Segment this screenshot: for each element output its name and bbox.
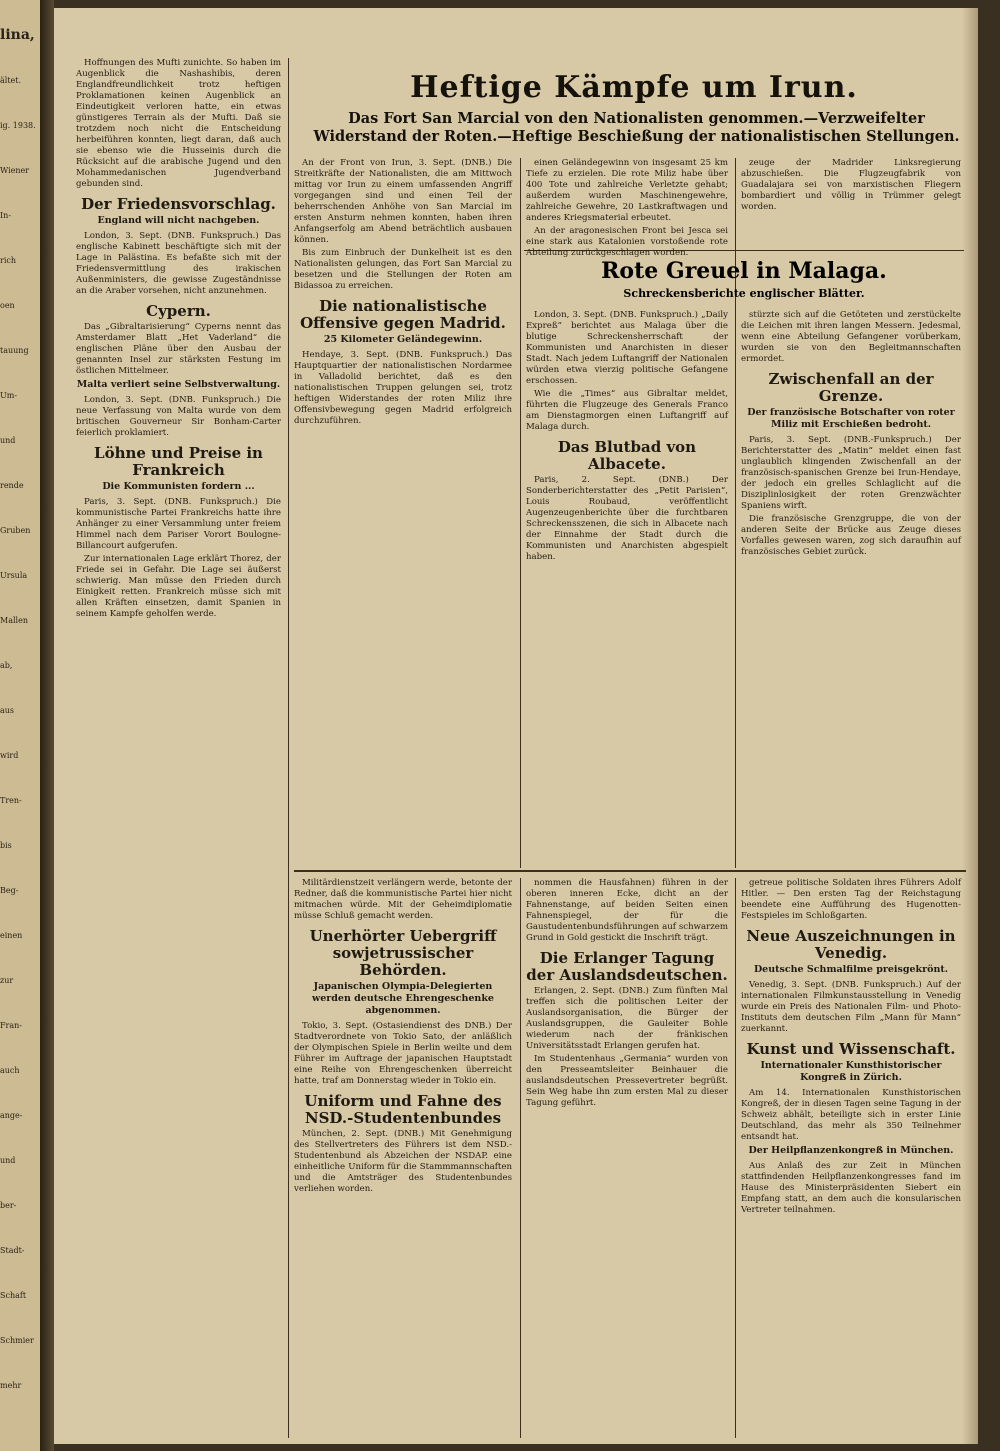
article-paragraph: Erlangen, 2. Sept. (DNB.) Zum fünften Mal treffen sich die politischen Leiter der Auslandsorganisation, die Bürger der Auslandsgruppen, die Gauleiter Bohle wiederum nach der fränkischen Universitätsstadt Erlangen gerufen hat. [526,986,728,1051]
margin-fragment: rich [0,256,17,265]
margin-fragment: lina, [0,27,35,43]
article-paragraph: An der Front von Irun, 3. Sept. (DNB.) Die Streitkräfte der Nationalisten, die am Mittwoch mittag vor Irun zu einem umfassenden Angriff vorgegangen sind und einen Teil der beherrschenden Anhöhe von San Marcial im ersten Ansturm nehmen konnten, haben ihren Anfangserfolg am Abend beträchtlich ausbauen können. [294,158,512,245]
main-headline: Heftige Kämpfe um Irun. [410,70,858,105]
article-paragraph: getreue politische Soldaten ihres Führers Adolf Hitler. — Den ersten Tag der Reichstagung beendete eine Aufführung des Hugenotten-Festspieles im Schloßgarten. [741,878,961,921]
article-headline: Der Friedensvorschlag. [81,195,276,213]
article-paragraph: Bis zum Einbruch der Dunkelheit ist es den Nationalisten gelungen, das Fort San Marcial zu besetzen und die Stellungen der Roten am Bidassoa zu erreichen. [294,248,512,291]
column-3-top [526,158,728,258]
margin-fragment: ig. 1938. [0,121,36,130]
article-headline: Cypern. [146,302,211,320]
malaga-subheadline: Schreckensberichte englischer Blätter. [623,287,865,300]
article-paragraph: Die französische Grenzgruppe, die von der anderen Seite der Brücke aus Zeuge dieses Vorfalles gewesen waren, zog sich daraufhin auf französisches Gebiet zurück. [741,514,961,557]
margin-fragment: tauung [0,346,29,355]
column-rule-5 [735,878,736,1438]
margin-fragment: In- [0,211,12,220]
malaga-headline: Rote Greuel in Malaga. [601,258,887,284]
article-paragraph: nommen die Hausfahnen) führen in der oberen inneren Ecke, dicht an der Fahnenstange, auf beiden Seiten einen Fahnenspiegel, der für die Gaustudentenbundsführungen auf schwarzem Grund in Gold gestickt die Inschrift trägt. [526,878,728,943]
column-rule-2 [520,158,521,868]
article-headline: Kunst und Wissenschaft. [746,1040,956,1058]
article-subheadline: 25 Kilometer Geländegewinn. [323,334,483,345]
article-paragraph: Militärdienstzeit verlängern werde, betonte der Redner, daß die kommunistische Partei hier nicht mitmachen würde. Mit der Geheimdiplomatie müsse Schluß gemacht werden. [294,878,512,921]
column-4-bottom [741,878,961,1438]
article-paragraph: Das „Gibraltarisierung“ Cyperns nennt das Amsterdamer Blatt „Het Vaderland“ die englischen Pläne über den Ausbau der genannten Insel zur stärksten Festung im östlichen Mittelmeer. [76,322,281,376]
column-4-top [741,158,961,246]
article-headline: Zwischenfall an der Grenze. [768,370,934,405]
column-4-malaga [741,310,961,863]
newspaper-page [54,8,978,1444]
margin-fragment: Fran- [0,1021,22,1030]
margin-fragment: aus [0,706,15,715]
margin-fragment: ab, [0,661,13,670]
article-headline: Die Erlanger Tagung der Auslandsdeutschen. [526,949,728,984]
article-subheadline: Deutsche Schmalfilme preisgekrönt. [753,964,949,975]
margin-fragment: einen [0,931,23,940]
left-margin-fragments [0,0,40,1391]
margin-fragment: Stadt- [0,1246,25,1255]
article-headline: Neue Auszeichnungen in Venedig. [746,927,956,962]
article-subheadline: Japanischen Olympia-Delegierten werden deutsche Ehrengeschenke abgenommen. [312,981,494,1016]
margin-fragment: Mallen [0,616,28,625]
article-paragraph: Paris, 2. Sept. (DNB.) Der Sonderberichterstatter des „Petit Parisien“, Louis Roubaud, veröffentlicht Augenzeugenberichte über die furchtbaren Schreckensszenen, die sich in Albacete nach der Einnahme der Stadt durch die Kommunisten und Anarchisten abgespielt haben. [526,475,728,562]
article-subheadline: England will nicht nachgeben. [97,215,260,226]
margin-fragment: ältet. [0,76,22,85]
margin-fragment: auch [0,1066,20,1075]
article-subheadline: Internationaler Kunsthistorischer Kongreß in Zürich. [760,1060,942,1083]
article-paragraph: stürzte sich auf die Getöteten und zerstückelte die Leichen mit ihren langen Messern. Jedesmal, wenn eine Abteilung Gefangener vorüberkam, wurden sie von den Begleitmannschaften ermordet. [741,310,961,364]
article-paragraph: Hendaye, 3. Sept. (DNB. Funkspruch.) Das Hauptquartier der nationalistischen Nordarmee in Valladolid berichtet, daß es den nationalistischen Truppen gelungen sei, trotz heftigen Widerstandes der roten Miliz ihre Offensivbewegung gegen Madrid erfolgreich durchzuführen. [294,350,512,426]
margin-fragment: Ursula [0,571,28,580]
article-paragraph: London, 3. Sept. (DNB. Funkspruch.) „Daily Expreß“ berichtet aus Malaga über die blutige Schreckensherrschaft der Kommunisten und Anarchisten in dieser Stadt. Nach jedem Luftangriff der Nationalen würden etwa vierzig politische Gefangene erschossen. [526,310,728,386]
margin-fragment: rende [0,481,24,490]
article-paragraph: Venedig, 3. Sept. (DNB. Funkspruch.) Auf der internationalen Filmkunstausstellung in Venedig wurde ein Preis des Nationalen Film- und Photo-Instituts dem deutschen Film „Mann für Mann“ zuerkannt. [741,980,961,1034]
article-headline: Die nationalistische Offensive gegen Madrid. [300,297,506,332]
margin-fragment: Beg- [0,886,19,895]
article-paragraph: Am 14. Internationalen Kunsthistorischen Kongreß, der in diesen Tagen seine Tagung in der Schweiz abhält, beteiligte sich in erster Linie Deutschland, das mehr als 350 Teilnehmer entsandt hat. [741,1088,961,1142]
column-3-malaga [526,310,728,863]
article-paragraph: einen Geländegewinn von insgesamt 25 km Tiefe zu erzielen. Die rote Miliz habe über 400 Tote und zahlreiche Verletzte gehabt; außerdem wurden Maschinengewehre, zahlreiche Gewehre, 20 Lastkraftwagen und anderes Kriegsmaterial erbeutet. [526,158,728,223]
article-subheadline: Malta verliert seine Selbstverwaltung. [76,379,281,390]
article-paragraph: zeuge der Madrider Linksregierung abzuschießen. Die Flugzeugfabrik von Guadalajara sei von marxistischen Fliegern bombardiert und völlig in Trümmer gelegt worden. [741,158,961,212]
article-paragraph: München, 2. Sept. (DNB.) Mit Genehmigung des Stellvertreters des Führers ist dem NSD.-Studentenbund als Abzeichen der NSDAP. eine einheitliche Uniform für die Stammmannschaften und die Amtsträger des Studentenbundes verliehen worden. [294,1129,512,1194]
article-subheadline: Der Heilpflanzenkongreß in München. [748,1145,954,1156]
article-paragraph: An der aragonesischen Front bei Jesca sei eine stark aus Katalonien vorstoßende rote Abteilung zurückgeschlagen worden. [526,226,728,258]
article-headline: Das Blutbad von Albacete. [557,438,697,473]
column-rule-4 [520,878,521,1438]
margin-fragment: und [0,1156,16,1165]
article-paragraph: Wie die „Times“ aus Gibraltar meldet, führten die Flugzeuge des Generals Franco am Dienstagmorgen einen Luftangriff auf Malaga durch. [526,389,728,432]
margin-fragment: wird [0,751,19,760]
column-1 [76,58,281,1438]
article-paragraph: Paris, 3. Sept. (DNB. Funkspruch.) Die kommunistische Partei Frankreichs hatte ihre Anhänger zu einer Versammlung unter freiem Himmel nach dem Pariser Vorort Boulogne-Billancourt aufgerufen. [76,497,281,551]
article-paragraph: London, 3. Sept. (DNB. Funkspruch.) Das englische Kabinett beschäftigte sich mit der Lage in Palästina. Es befaßte sich mit der Friedensvermittlung des irakischen Außenministers, die gewisse Zugeständnisse an die Araber vorsehen, nicht anzunehmen. [76,231,281,296]
margin-fragment: und [0,436,16,445]
margin-fragment: zur [0,976,14,985]
article-paragraph: Hoffnungen des Mufti zunichte. So haben im Augenblick die Nashashibis, deren Englandfreundlichkeit trotz heftigen Proklamationen keinen Augenblick an Eindeutigkeit verloren hatte, ein etwas günstigeres Terrain als der Mufti. Daß sie trotzdem noch nicht die Entscheidung herbeiführen konnten, liegt daran, daß auch sie ebenso wie die Husseinis durch die Rücksicht auf die arabische Jugend und den Mohammedanischen Jugendverband gebunden sind. [76,58,281,189]
book-gutter [40,0,54,1451]
article-paragraph: Zur internationalen Lage erklärt Thorez, der Friede sei in Gefahr. Die Lage sei äußerst schwierig. Man müsse den Frieden durch Einigkeit retten. Frankreich müsse sich mit allen Kräften einsetzen, damit Spanien in seinem Kampfe geholfen werde. [76,554,281,619]
article-paragraph: Aus Anlaß des zur Zeit in München stattfindenden Heilpflanzenkongresses fand im Hause des Ministerpräsidenten Siebert ein Empfang statt, an dem auch die konsularischen Vertreter teilnahmen. [741,1161,961,1215]
margin-fragment: bis [0,841,12,850]
margin-fragment: Schmier [0,1336,34,1345]
main-subheadline: Das Fort San Marcial von den Nationalisten genommen.—Verzweifelter Widerstand der Roten.—Heftige Beschießung der nationalistischen Stellungen. [313,110,960,145]
margin-fragment: ange- [0,1111,23,1120]
margin-fragment: Gruben [0,526,31,535]
margin-fragment: oen [0,301,15,310]
article-headline: Unerhörter Uebergriff sowjetrussischer Behörden. [309,927,497,979]
margin-fragment: Wiener [0,166,30,175]
article-subheadline: Die Kommunisten fordern ... [102,481,255,492]
article-paragraph: London, 3. Sept. (DNB. Funkspruch.) Die neue Verfassung von Malta wurde von dem britischen Gouverneur Sir Bonham-Carter feierlich proklamiert. [76,395,281,438]
article-subheadline: Der französische Botschafter von roter Miliz mit Erschießen bedroht. [747,407,955,430]
margin-fragment: Schaft [0,1291,27,1300]
article-headline: Uniform und Fahne des NSD.-Studentenbundes [304,1092,502,1127]
article-headline: Löhne und Preise in Frankreich [94,444,263,479]
left-page-edge [0,0,42,1451]
margin-fragment: Tren- [0,796,22,805]
column-2 [294,158,512,863]
column-rule-1 [288,58,289,1438]
column-2-bottom [294,878,512,1438]
margin-fragment: ber- [0,1201,17,1210]
article-paragraph: Tokio, 3. Sept. (Ostasiendienst des DNB.) Der Stadtverordnete von Tokio Sato, der anläßlich der Olympischen Spiele in Berlin weilte und dem Führer im Auftrage der japanischen Hauptstadt eine Reihe von Ehrengeschenken überreicht hatte, traf am Donnerstag wieder in Tokio ein. [294,1021,512,1086]
article-paragraph: Paris, 3. Sept. (DNB.-Funkspruch.) Der Berichterstatter des „Matin“ meldet einen fast unglaublich klingenden Zwischenfall an der französisch-spanischen Grenze bei Irun-Hendaye, der jedoch ein grelles Schlaglicht auf die Disziplinlosigkeit der roten Grenzwächter Spaniens wirft. [741,435,961,511]
horizontal-rule-bottom [294,870,966,872]
margin-fragment: Um- [0,391,18,400]
article-paragraph: Im Studentenhaus „Germania“ wurden von den Presseamtsleiter Beinhauer die auslandsdeutschen Pressevertreter begrüßt. Sein Weg habe ihn zum ersten Mal zu dieser Tagung geführt. [526,1054,728,1108]
margin-fragment: mehr [0,1381,22,1390]
column-3-bottom [526,878,728,1438]
